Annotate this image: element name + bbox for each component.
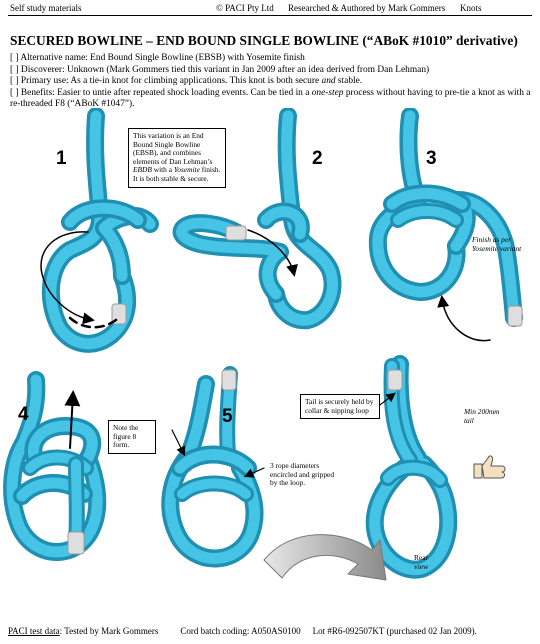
- note-figure-8: Note the figure 8 form.: [108, 420, 156, 454]
- note-variation-ebdb: EBDB: [133, 165, 152, 175]
- label-yosemite-finish: Finish as per Yosemite variant: [472, 235, 522, 253]
- info-alt-name: [ ] Alternative name: End Bound Single Bowline (EBSB) with Yosemite finish: [10, 53, 305, 63]
- thumbs-up-icon: [474, 456, 505, 478]
- note-variation: [128, 128, 226, 188]
- step-number-1: 1: [56, 148, 67, 169]
- step-number-2: 2: [312, 148, 323, 169]
- page-header: [8, 2, 532, 16]
- rope-rear-view: [375, 364, 448, 570]
- footer-test-data: [8, 626, 477, 636]
- note-variation-text: This variation is an End Bound Single Bowline (EBSB), and combines elements of Dan Lehman’s: [133, 131, 213, 166]
- rotate-arrow: [264, 535, 386, 580]
- step-number-5: 5: [222, 406, 233, 427]
- footer-test-label: PACI test data: [8, 626, 60, 636]
- label-rope-diameters: 3 rope diameters encircled and gripped by the loop.: [270, 461, 335, 488]
- info-primary-emph: and: [321, 76, 336, 87]
- note-variation-with: with a: [151, 165, 174, 175]
- info-primary-use: [10, 76, 532, 88]
- info-benefits-end: process without having to pre-tie a knot as with a re-threaded F8 (“ABoK #1047”).: [10, 87, 531, 110]
- header-right: Knots: [460, 3, 482, 13]
- footer-tested: : Tested by Mark Gommers: [59, 626, 159, 636]
- info-benefits-emph: one-step: [311, 87, 344, 98]
- label-min-tail: Min 200mm tail: [464, 407, 500, 425]
- header-left: Self study materials: [10, 3, 82, 13]
- footer-batch: Cord batch coding: A050AS0100: [180, 626, 301, 636]
- rope-step-5: [170, 370, 264, 559]
- note-variation-yosemite: Yosemite: [173, 165, 200, 175]
- info-discoverer: [ ] Discoverer: Unknown (Mark Gommers tied this variant in Jan 2009 after an idea derived from Dan Lehman): [10, 64, 430, 75]
- rope-step-3: [378, 116, 522, 341]
- label-rear-view: Rear view: [414, 553, 429, 571]
- knot-illustration: [0, 108, 540, 624]
- step-number-4: 4: [18, 404, 29, 425]
- step-number-3: 3: [426, 148, 437, 169]
- footer-lot: Lot #R6-092507KT (purchased 02 Jan 2009).: [312, 626, 477, 636]
- header-copyright: © PACI Pty Ltd: [216, 3, 274, 13]
- note-variation-end: finish. It is both stable & secure.: [133, 165, 221, 183]
- knot-photo-panel: [0, 108, 540, 624]
- info-primary-end: stable.: [335, 76, 363, 87]
- header-author: Researched & Authored by Mark Gommers: [288, 3, 446, 13]
- info-benefits-text: [ ] Benefits: Easier to untie after repeated shock loading events. Can be tied in a: [10, 87, 312, 98]
- knot-info: [10, 53, 532, 111]
- info-primary-text: [ ] Primary use: As a tie-in knot for climbing applications. This knot is both secure: [10, 76, 322, 87]
- page-title: SECURED BOWLINE – END BOUND SINGLE BOWLINE (“ABoK #1010” derivative): [10, 33, 518, 48]
- note-tail-held: Tail is securely held by collar & nipping loop: [300, 394, 380, 419]
